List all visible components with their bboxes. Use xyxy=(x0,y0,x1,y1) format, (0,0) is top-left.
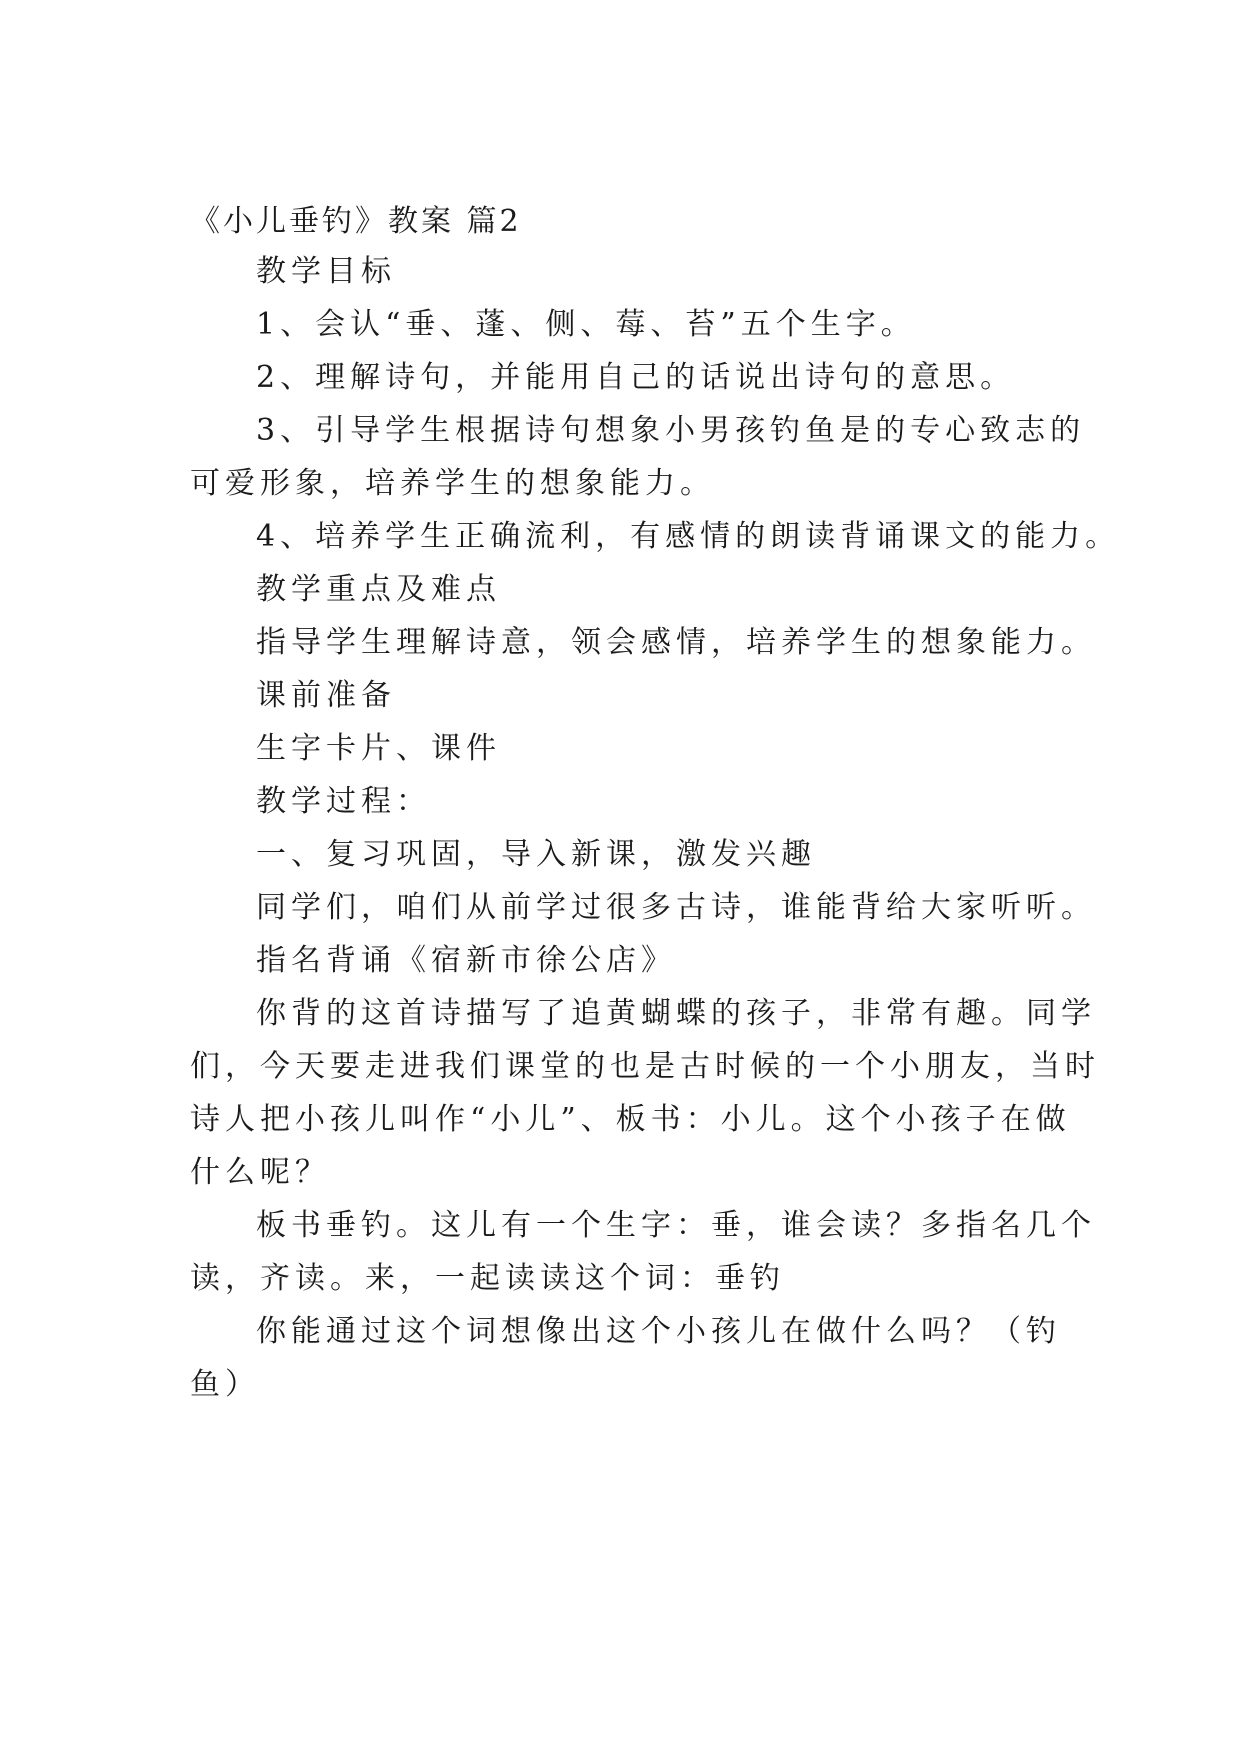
heading-teaching-process: 教学过程： xyxy=(256,784,431,819)
paragraph-line: 同学们，咱们从前学过很多古诗，谁能背给大家听听。 xyxy=(256,890,1096,925)
paragraph-line: 板书垂钓。这儿有一个生字：垂，谁会读？多指名几个 xyxy=(256,1208,1096,1243)
paragraph-line: 你能通过这个词想像出这个小孩儿在做什么吗？（钓 xyxy=(256,1314,1061,1349)
paragraph-line: 生字卡片、课件 xyxy=(256,731,501,766)
paragraph-line: 2、理解诗句，并能用自己的话说出诗句的意思。 xyxy=(256,360,1016,395)
paragraph-line: 4、培养学生正确流利，有感情的朗读背诵课文的能力。 xyxy=(256,519,1121,554)
paragraph-line: 指导学生理解诗意，领会感情，培养学生的想象能力。 xyxy=(256,625,1096,660)
document-title: 《小儿垂钓》教案 篇2 xyxy=(190,204,522,239)
paragraph-line: 1、会认“垂、蓬、侧、莓、苔”五个生字。 xyxy=(256,307,916,342)
paragraph-line: 读，齐读。来，一起读读这个词：垂钓 xyxy=(190,1261,785,1296)
paragraph-line: 3、引导学生根据诗句想象小男孩钓鱼是的专心致志的 xyxy=(256,413,1086,448)
heading-key-points: 教学重点及难点 xyxy=(256,572,501,607)
paragraph-line: 鱼） xyxy=(190,1367,260,1402)
paragraph-line: 你背的这首诗描写了追黄蝴蝶的孩子，非常有趣。同学 xyxy=(256,996,1096,1031)
paragraph-line: 们，今天要走进我们课堂的也是古时候的一个小朋友，当时 xyxy=(190,1049,1100,1084)
heading-preparation: 课前准备 xyxy=(256,678,396,713)
heading-teaching-goals: 教学目标 xyxy=(256,254,396,289)
section-heading: 一、复习巩固，导入新课，激发兴趣 xyxy=(256,837,816,872)
paragraph-line: 什么呢？ xyxy=(190,1155,330,1190)
paragraph-line: 诗人把小孩儿叫作“小儿”、板书：小儿。这个小孩子在做 xyxy=(190,1102,1071,1137)
paragraph-line: 可爱形象，培养学生的想象能力。 xyxy=(190,466,715,501)
paragraph-line: 指名背诵《宿新市徐公店》 xyxy=(256,943,676,978)
